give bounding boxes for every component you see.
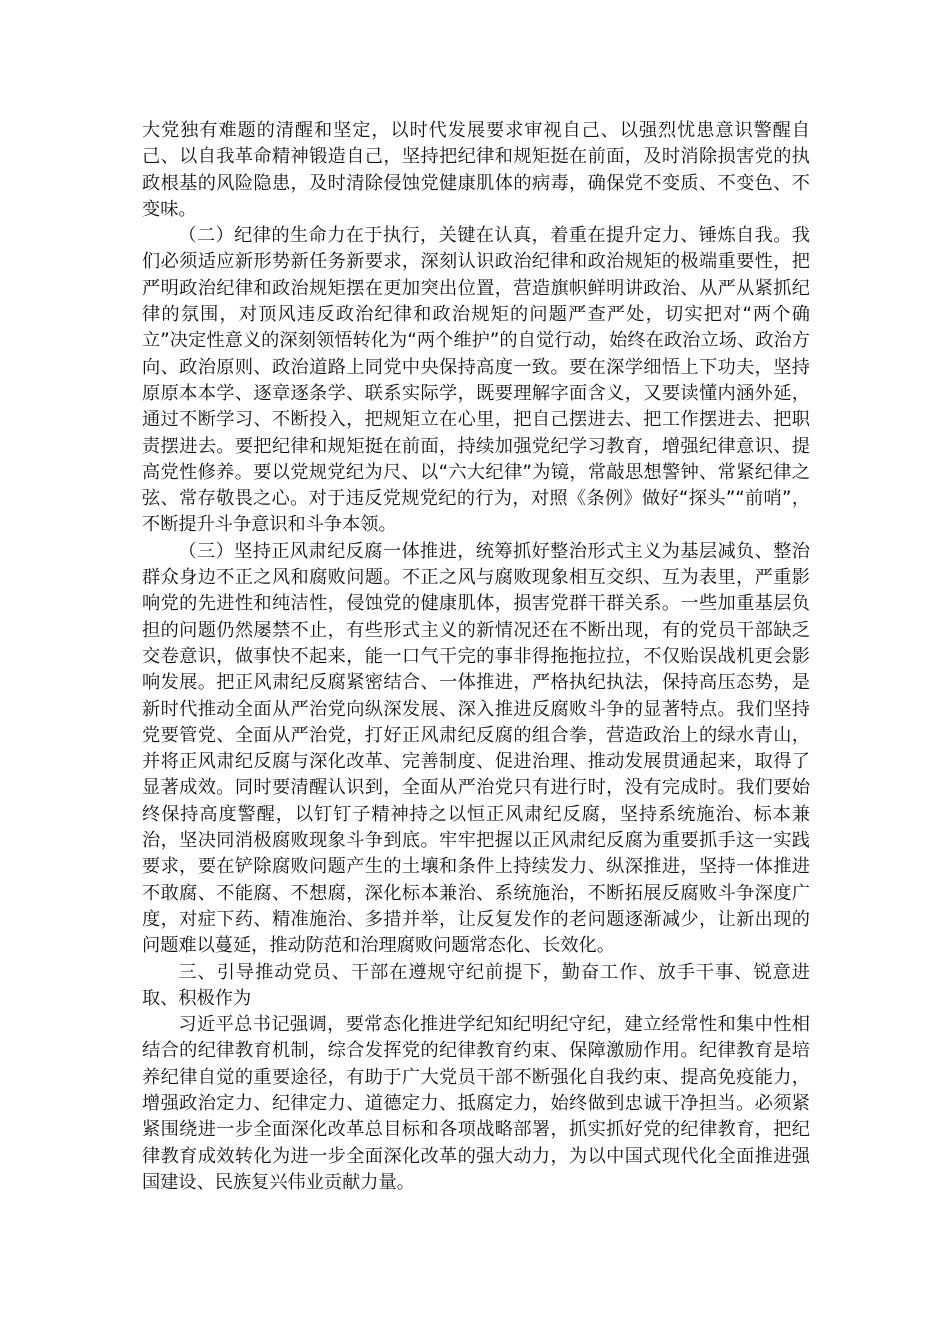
section-heading-3: 三、引导推动党员、干部在遵规守纪前提下，勤奋工作、放手干事、锐意进取、积极作为 [142, 961, 810, 1009]
paragraph-section-2: （二）纪律的生命力在于执行，关键在认真，着重在提升定力、锤炼自我。我们必须适应新形势新任务新要求，深刻认识政治纪律和政治规矩的极端重要性，把严明政治纪律和政治规矩摆在更加突出位置，营造旗帜鲜明讲政治、从严从紧抓纪律的氛围，对顶风违反政治纪律和政治规矩的问题严查严处，切实把对“两个确立”决定性意义的深刻领悟转化为“两个维护”的自觉行动，始终在政治立场、政治方向、政治原则、政治道路上同党中央保持高度一致。要在深学细悟上下功夫，坚持原原本本学、逐章逐条学、联系实际学，既要理解字面含义，又要读懂内涵外延，通过不断学习、不断投入，把规矩立在心里，把自己摆进去、把工作摆进去、把职责摆进去。要把纪律和规矩挺在前面，持续加强党纪学习教育，增强纪律意识、提高党性修养。要以党规党纪为尺、以“六大纪律”为镜，常敲思想警钟、常紧纪律之弦、常存敬畏之心。对于违反党规党纪的行为，对照《条例》做好“探头”“前哨”，不断提升斗争意识和斗争本领。 [142, 225, 810, 536]
paragraph-continuation: 大党独有难题的清醒和坚定，以时代发展要求审视自己、以强烈忧患意识警醒自己、以自我革命精神锻造自己，坚持把纪律和规矩挺在前面，及时消除损害党的执政根基的风险隐患，及时清除侵蚀党健康肌体的病毒，确保党不变质、不变色、不变味。 [142, 120, 810, 220]
paragraph-section-3: （三）坚持正风肃纪反腐一体推进，统筹抓好整治形式主义为基层减负、整治群众身边不正之风和腐败问题。不正之风与腐败现象相互交织、互为表里，严重影响党的先进性和纯洁性，侵蚀党的健康肌体，损害党群干群关系。一些加重基层负担的问题仍然屡禁不止，有些形式主义的新情况还在不断出现，有的党员干部缺乏交卷意识，做事快不起来，能一口气干完的事非得拖拖拉拉，不仅贻误战机更会影响发展。把正风肃纪反腐紧密结合、一体推进，严格执纪执法，保持高压态势，是新时代推动全面从严治党向纵深发展、深入推进反腐败斗争的显著特点。我们坚持党要管党、全面从严治党，打好正风肃纪反腐的组合拳，营造政治上的绿水青山，并将正风肃纪反腐与深化改革、完善制度、促进治理、推动发展贯通起来，取得了显著成效。同时要清醒认识到，全面从严治党只有进行时，没有完成时。我们要始终保持高度警醒，以钉钉子精神持之以恒正风肃纪反腐，坚持系统施治、标本兼治，坚决同消极腐败现象斗争到底。牢牢把握以正风肃纪反腐为重要抓手这一实践要求，要在铲除腐败问题产生的土壤和条件上持续发力、纵深推进，坚持一体推进不敢腐、不能腐、不想腐，深化标本兼治、系统施治，不断拓展反腐败斗争深度广度，对症下药、精准施治、多措并举，让反复发作的老问题逐渐减少，让新出现的问题难以蔓延，推动防范和治理腐败问题常态化、长效化。 [142, 540, 810, 957]
document-body [142, 118, 810, 1196]
paragraph-section-3-body: 习近平总书记强调，要常态化推进学纪知纪明纪守纪，建立经常性和集中性相结合的纪律教育机制，综合发挥党的纪律教育约束、保障激励作用。纪律教育是培养纪律自觉的重要途径，有助于广大党员干部不断强化自我约束、提高免疫能力，增强政治定力、纪律定力、道德定力、抵腐定力，始终做到忠诚干净担当。必须紧紧围绕进一步全面深化改革总目标和各项战略部署，抓实抓好党的纪律教育，把纪律教育成效转化为进一步全面深化改革的强大动力，为以中国式现代化全面推进强国建设、民族复兴伟业贡献力量。 [142, 1014, 810, 1193]
